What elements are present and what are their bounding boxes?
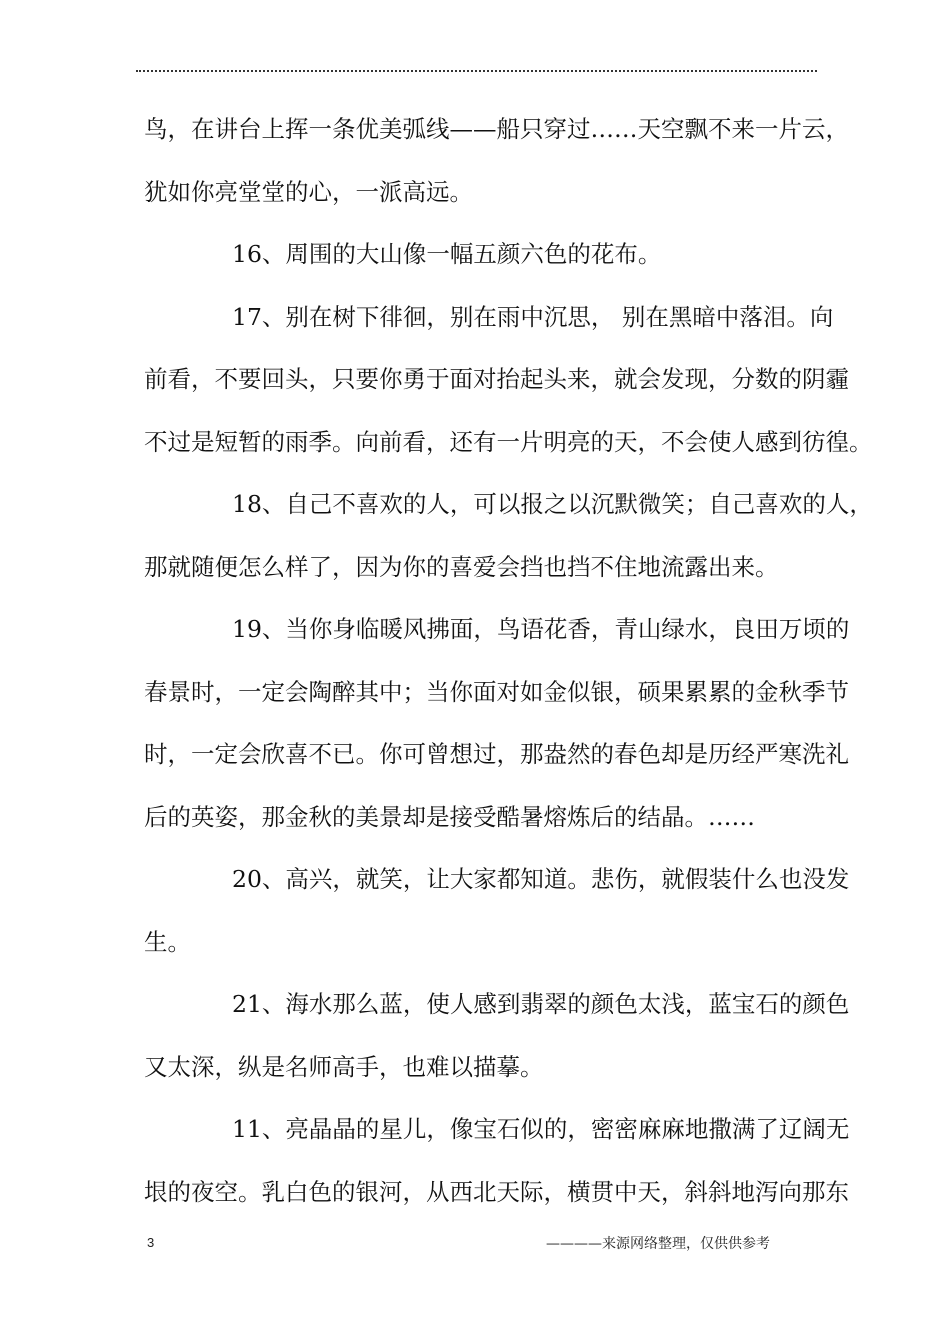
text-line: 生。 [144,927,191,956]
paragraph-18 [144,473,873,598]
paragraph-20 [144,848,850,973]
text-line: 18、自己不喜欢的人，可以报之以沉默微笑；自己喜欢的人， [232,490,873,518]
text-line: 17、别在树下徘徊，别在雨中沉思， 别在黑暗中落泪。向 [232,302,834,331]
text-line: 前看，不要回头，只要你勇于面对抬起头来，就会发现，分数的阴霾 [144,365,849,393]
paragraph-11 [144,1098,850,1223]
text-line: 20、高兴，就笑，让大家都知道。悲伤，就假装什么也没发 [232,865,850,893]
text-line: 那就随便怎么样了，因为你的喜爱会挡也挡不住地流露出来。 [144,552,779,581]
footer-source-note: ————来源网络整理，仅供供参考 [546,1236,770,1252]
text-line: 又太深，纵是名师高手，也难以描摹。 [144,1052,544,1081]
header-dotted-rule [136,70,817,72]
text-line: 19、当你身临暖风拂面，鸟语花香，青山绿水，良田万顷的 [232,615,850,643]
text-line: 犹如你亮堂堂的心，一派高远。 [144,177,473,206]
text-line: 21、海水那么蓝，使人感到翡翠的颜色太浅，蓝宝石的颜色 [232,990,850,1018]
document-body [144,98,873,1223]
text-line: 不过是短暂的雨季。向前看，还有一片明亮的天，不会使人感到彷徨。 [144,427,873,456]
text-line: 垠的夜空。乳白色的银河，从西北天际，横贯中天，斜斜地泻向那东 [144,1177,849,1206]
paragraph-16 [144,223,818,286]
text-line: 11、亮晶晶的星儿，像宝石似的，密密麻麻地撒满了辽阔无 [232,1115,850,1143]
text-line: 16、周围的大山像一幅五颜六色的花布。 [232,240,662,268]
paragraph-17 [144,286,873,474]
page-number: 3 [147,1235,155,1250]
text-line: 后的英姿，那金秋的美景却是接受酷暑熔炼后的结晶。…… [144,802,755,831]
paragraph-21 [144,973,850,1098]
text-line: 鸟，在讲台上挥一条优美弧线——船只穿过……天空飘不来一片云， [144,115,849,143]
text-line: 春景时，一定会陶醉其中；当你面对如金似银，硕果累累的金秋季节 [144,677,849,706]
paragraph-continuation [144,98,849,223]
text-line: 时，一定会欣喜不已。你可曾想过，那盎然的春色却是历经严寒洗礼 [144,740,849,768]
paragraph-19 [144,598,850,848]
